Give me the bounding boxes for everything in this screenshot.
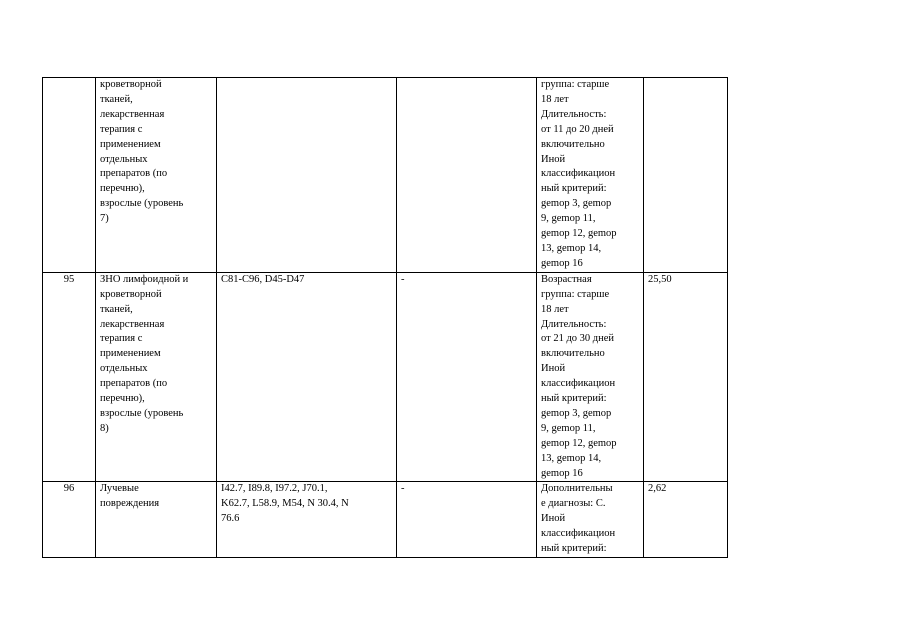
row-criteria-cell: группа: старше 18 лет Длительность: от 11 до 20 дней включительно Иной классификацион ный критерий: gemop 3, gemop 9, gemop 11, gemop 12, gemop 13, gemop 14, gemop 16 xyxy=(537,78,644,273)
row-coefficient-cell: 25,50 xyxy=(644,272,728,482)
row-criteria-cell: Дополнительны е диагнозы: С. Иной классификацион ный критерий: xyxy=(537,482,644,558)
row-codes-cell xyxy=(217,78,397,273)
row-number-cell: 95 xyxy=(43,272,96,482)
row-coefficient-cell: 2,62 xyxy=(644,482,728,558)
table-row xyxy=(43,482,728,558)
row-name-cell: ЗНО лимфоидной и кроветворной тканей, лекарственная терапия с применением отдельных препаратов (по перечню), взрослые (уровень 8) xyxy=(96,272,217,482)
row-extra-cell xyxy=(397,78,537,273)
row-name-cell: кроветворной тканей, лекарственная терапия с применением отдельных препаратов (по перечню), взрослые (уровень 7) xyxy=(96,78,217,273)
row-codes-cell: I42.7, I89.8, I97.2, J70.1, K62.7, L58.9, M54, N 30.4, N 76.6 xyxy=(217,482,397,558)
table-row xyxy=(43,78,728,273)
row-criteria-cell: Возрастная группа: старше 18 лет Длительность: от 21 до 30 дней включительно Иной классификацион ный критерий: gemop 3, gemop 9, gemop 11, gemop 12, gemop 13, gemop 14, gemop 16 xyxy=(537,272,644,482)
row-number-cell xyxy=(43,78,96,273)
table-row xyxy=(43,272,728,482)
row-codes-cell: C81-C96, D45-D47 xyxy=(217,272,397,482)
row-extra-cell: - xyxy=(397,482,537,558)
row-extra-cell: - xyxy=(397,272,537,482)
row-coefficient-cell xyxy=(644,78,728,273)
ksg-table xyxy=(42,77,728,558)
row-number-cell: 96 xyxy=(43,482,96,558)
row-name-cell: Лучевые повреждения xyxy=(96,482,217,558)
